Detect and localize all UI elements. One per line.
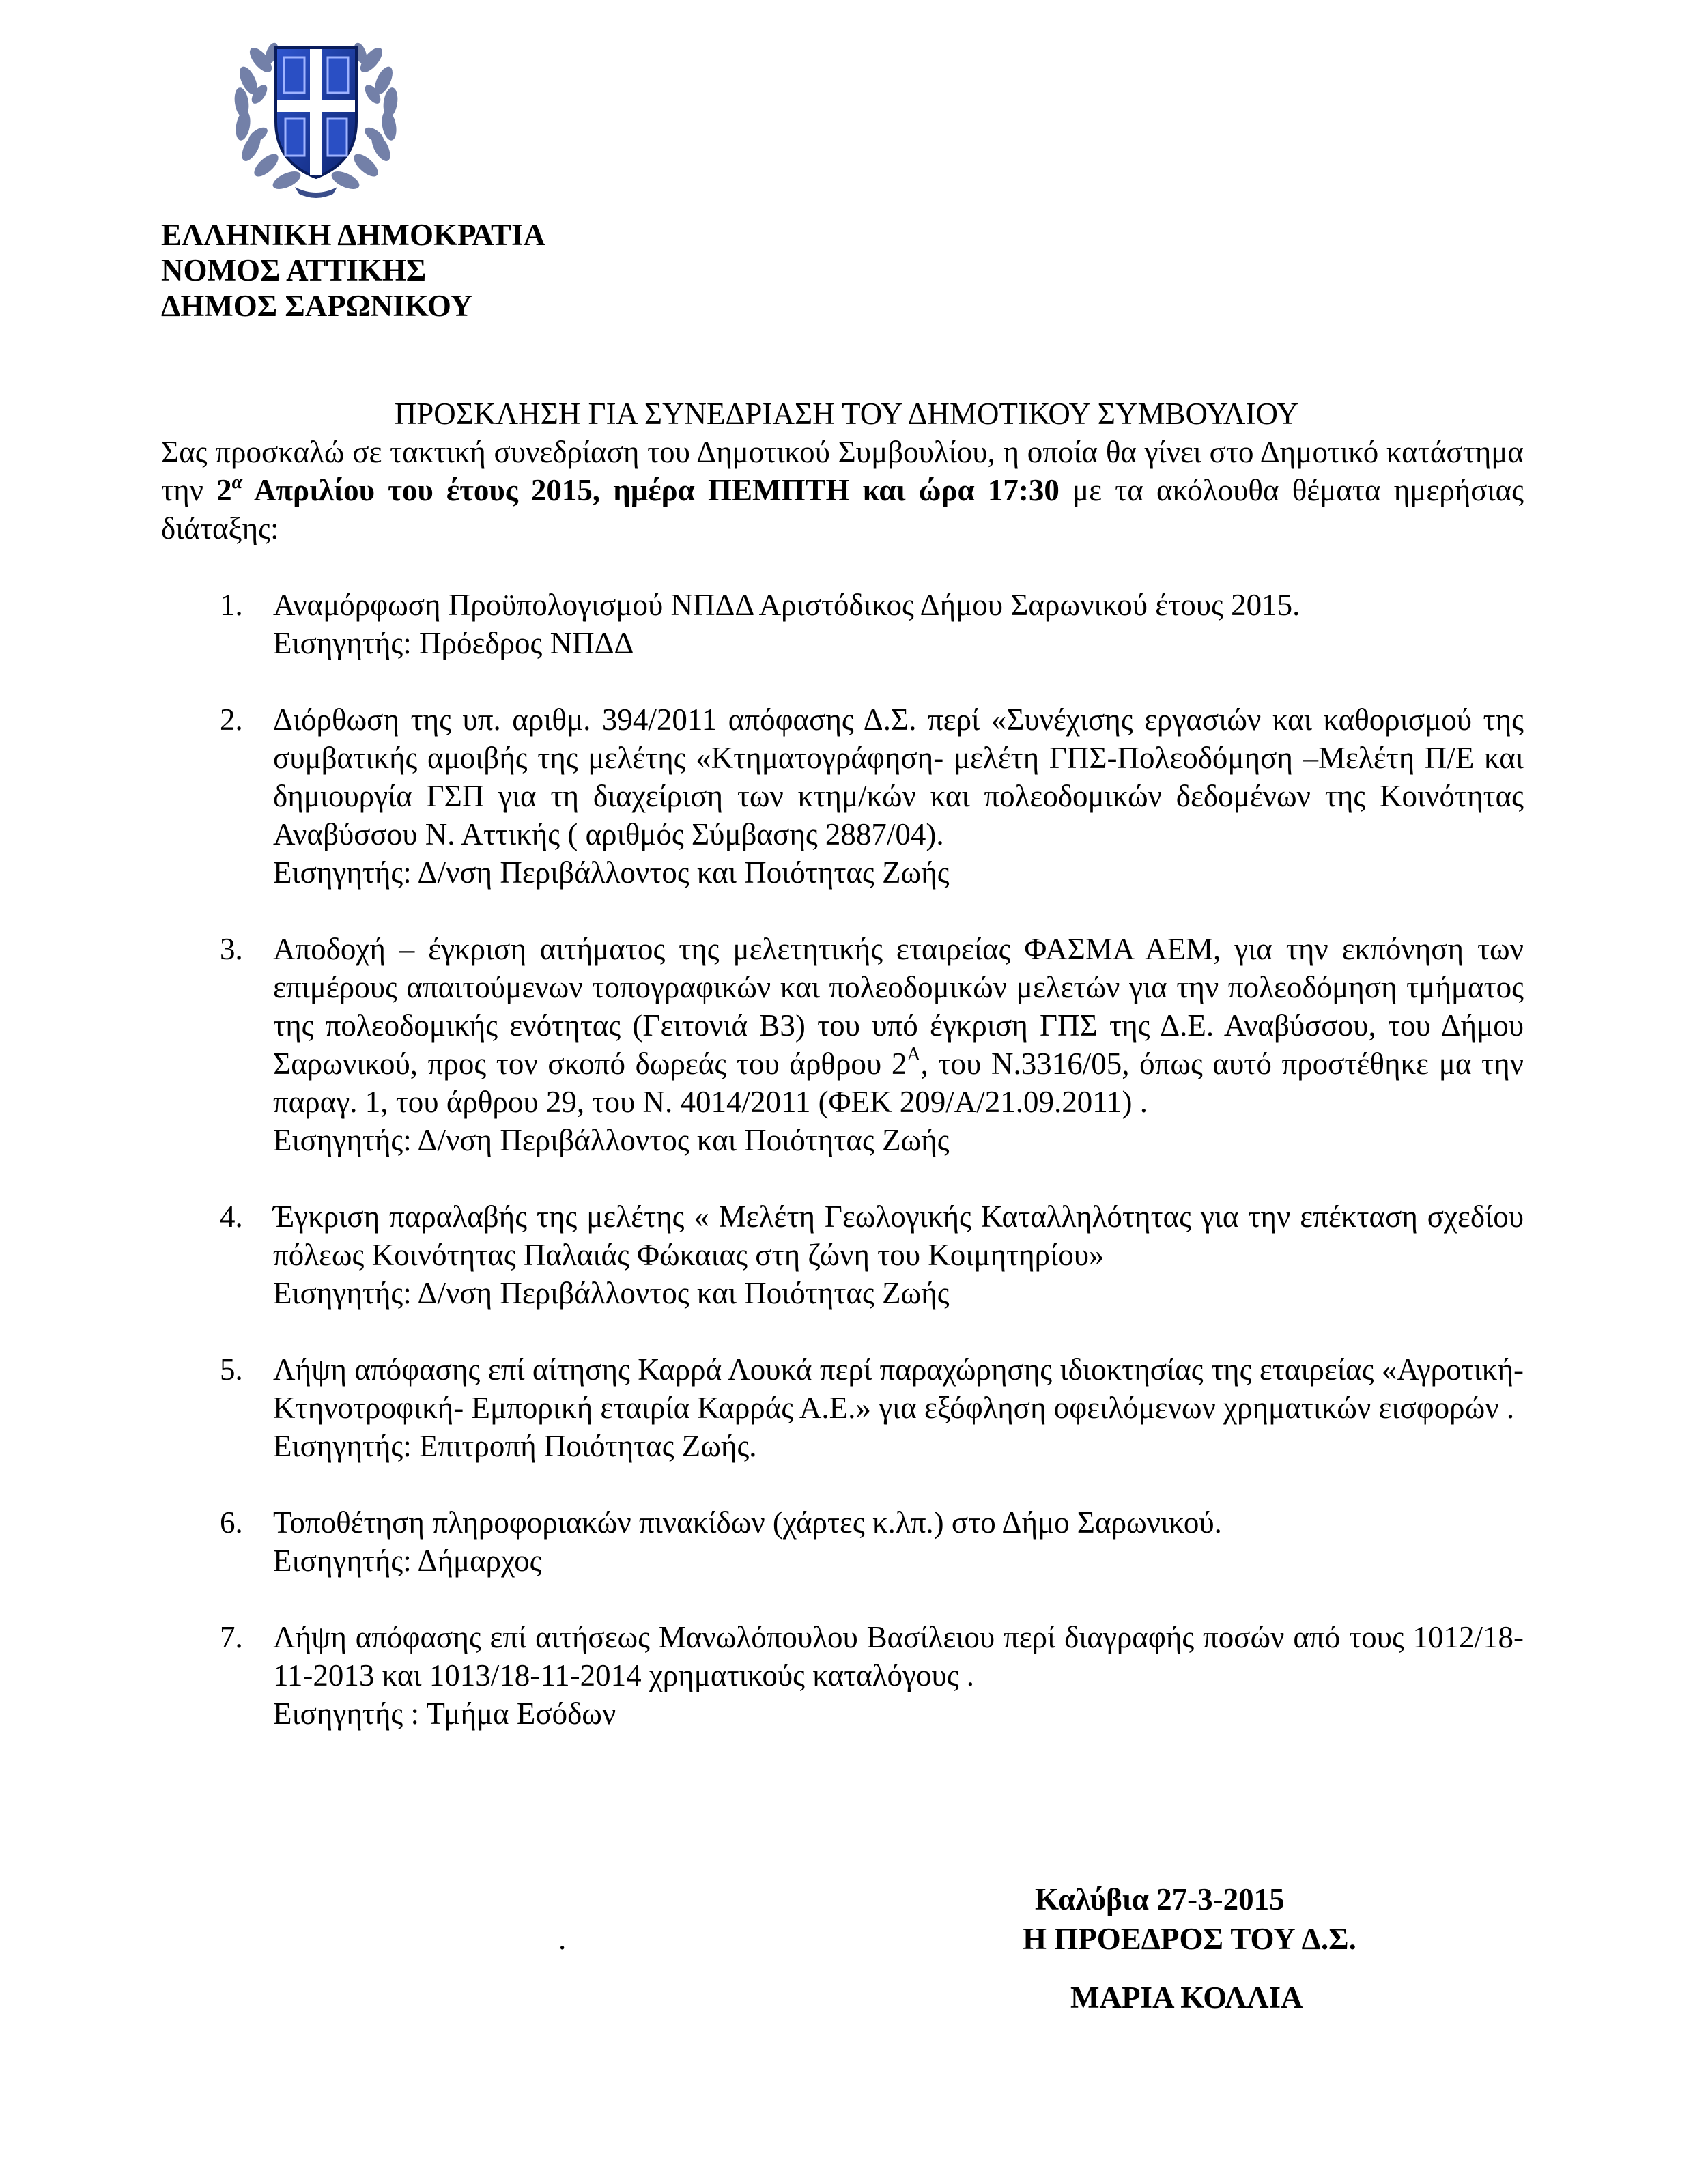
intro-day: 2: [216, 473, 232, 507]
intro-tail: με τα ακόλουθα θέματα ημερήσιας διάταξης:: [161, 473, 1524, 545]
agenda-item: [161, 1503, 1524, 1580]
agenda-item: [161, 1350, 1524, 1465]
signature-role: Η ΠΡΟΕΔΡΟΣ ΤΟΥ Δ.Σ.: [1023, 1922, 1356, 1956]
intro-day-sup: α: [231, 472, 243, 493]
agenda-item-text: Λήψη απόφασης επί αίτησης Καρρά Λουκά περί παραχώρησης ιδιοκτησίας της εταιρείας «Αγροτική- Κτηνοτροφική- Εμπορική εταιρία Καρράς Α.Ε.» για εξόφληση οφειλόμενων χρηματικών εισφορών .: [273, 1352, 1524, 1425]
agenda-item-number: 4.: [220, 1200, 243, 1234]
agenda-item-text: Λήψη απόφασης επί αιτήσεως Μανωλόπουλου Βασίλειου περί διαγραφής ποσών από τους 1012/18-11-2013 και 1013/18-11-2014 χρηματικούς καταλόγους .: [273, 1620, 1524, 1692]
intro-lead: Σας προσκαλώ σε τακτική συνεδρίαση του Δημοτικού Συμβουλίου, η οποία θα γίνει στο Δημοτικό κατάστημα την: [161, 435, 1524, 507]
agenda-item-number: 1.: [220, 588, 243, 622]
header-prefecture: ΝΟΜΟΣ ΑΤΤΙΚΗΣ: [161, 253, 427, 287]
agenda-item: [161, 1197, 1524, 1312]
agenda-item-rapporteur: Εισηγητής: Δ/νση Περιβάλλοντος και Ποιότητας Ζωής: [273, 1123, 950, 1157]
agenda-item-text-part-a: Αποδοχή – έγκριση αιτήματος της μελετητικής εταιρείας ΦΑΣΜΑ ΑΕΜ, για την εκπόνηση των επιμέρους απαιτούμενων τοπογραφικών και πολεοδομικών μελετών για την πολεοδόμηση τμήματος της πολεοδομικής ενότητας (Γειτονιά Β3) του υπό έγκριση ΓΠΣ της Δ.Ε. Αναβύσσου, του Δήμου Σαρωνικού, προς τον σκοπό δωρεάς του άρθρου 2: [273, 932, 1524, 1081]
intro-date: Απριλίου του έτους 2015, ημέρα ΠΕΜΠΤΗ και ώρα 17:30: [242, 473, 1059, 507]
agenda-item-text: Αναμόρφωση Προϋπολογισμού ΝΠΔΔ Αριστόδικος Δήμου Σαρωνικού έτους 2015.: [273, 588, 1300, 622]
signature-dot: .: [558, 1922, 567, 1956]
agenda-item-number: 7.: [220, 1620, 243, 1654]
agenda-item: [161, 930, 1524, 1159]
agenda-item-superscript: Α: [907, 1044, 921, 1065]
agenda-item: [161, 1618, 1524, 1733]
greek-coat-of-arms-icon: [213, 19, 419, 202]
agenda-item-rapporteur: Εισηγητής : Τμήμα Εσόδων: [273, 1697, 616, 1731]
intro-paragraph: [161, 433, 1524, 548]
issuer-header: [161, 217, 545, 324]
agenda-item-number: 6.: [220, 1505, 243, 1540]
agenda-item-text-part-b: , του Ν.3316/05, όπως αυτό προστέθηκε μα την παραγ. 1, του άρθρου 29, του Ν. 4014/2011 (ΦΕΚ 209/Α/21.09.2011) .: [273, 1047, 1524, 1119]
agenda-item-rapporteur: Εισηγητής: Δήμαρχος: [273, 1544, 542, 1578]
agenda-item-text: [273, 930, 1524, 1121]
agenda-item: [161, 586, 1524, 662]
agenda-item-number: 3.: [220, 932, 243, 966]
agenda-item-rapporteur: Εισηγητής: Επιτροπή Ποιότητας Ζωής.: [273, 1429, 757, 1463]
agenda-list: [161, 586, 1524, 1771]
agenda-item-number: 5.: [220, 1352, 243, 1387]
header-municipality: ΔΗΜΟΣ ΣΑΡΩΝΙΚΟΥ: [161, 289, 473, 323]
agenda-item-text: Διόρθωση της υπ. αριθμ. 394/2011 απόφασης Δ.Σ. περί «Συνέχισης εργασιών και καθορισμού της συμβατικής αμοιβής της μελέτης «Κτηματογράφηση- μελέτη ΓΠΣ-Πολεοδόμηση –Μελέτη Π/Ε και δημιουργία ΓΣΠ για τη διαχείριση των κτημ/κών και πολεοδομικών δεδομένων της Κοινότητας Αναβύσσου Ν. Αττικής ( αριθμός Σύμβασης 2887/04).: [273, 703, 1524, 851]
signature-place-date: Καλύβια 27-3-2015: [1035, 1882, 1285, 1916]
agenda-item: [161, 700, 1524, 892]
agenda-item-text: Έγκριση παραλαβής της μελέτης « Μελέτη Γεωλογικής Καταλληλότητας για την επέκταση σχεδίου πόλεως Κοινότητας Παλαιάς Φώκαιας στη ζώνη του Κοιμητηρίου»: [273, 1200, 1524, 1272]
agenda-item-text: Τοποθέτηση πληροφοριακών πινακίδων (χάρτες κ.λπ.) στο Δήμο Σαρωνικού.: [273, 1505, 1222, 1540]
signature-name: ΜΑΡΙΑ ΚΟΛΛΙΑ: [1070, 1981, 1303, 2015]
header-country: ΕΛΛΗΝΙΚΗ ΔΗΜΟΚΡΑΤΙΑ: [161, 218, 546, 252]
agenda-item-rapporteur: Εισηγητής: Δ/νση Περιβάλλοντος και Ποιότητας Ζωής: [273, 1276, 950, 1310]
document-title: ΠΡΟΣΚΛΗΣΗ ΓΙΑ ΣΥΝΕΔΡΙΑΣΗ ΤΟΥ ΔΗΜΟΤΙΚΟΥ ΣΥΜΒΟΥΛΙΟΥ: [394, 397, 1299, 431]
agenda-item-rapporteur: Εισηγητής: Δ/νση Περιβάλλοντος και Ποιότητας Ζωής: [273, 855, 950, 890]
agenda-item-number: 2.: [220, 703, 243, 737]
agenda-item-rapporteur: Εισηγητής: Πρόεδρος ΝΠΔΔ: [273, 626, 634, 660]
